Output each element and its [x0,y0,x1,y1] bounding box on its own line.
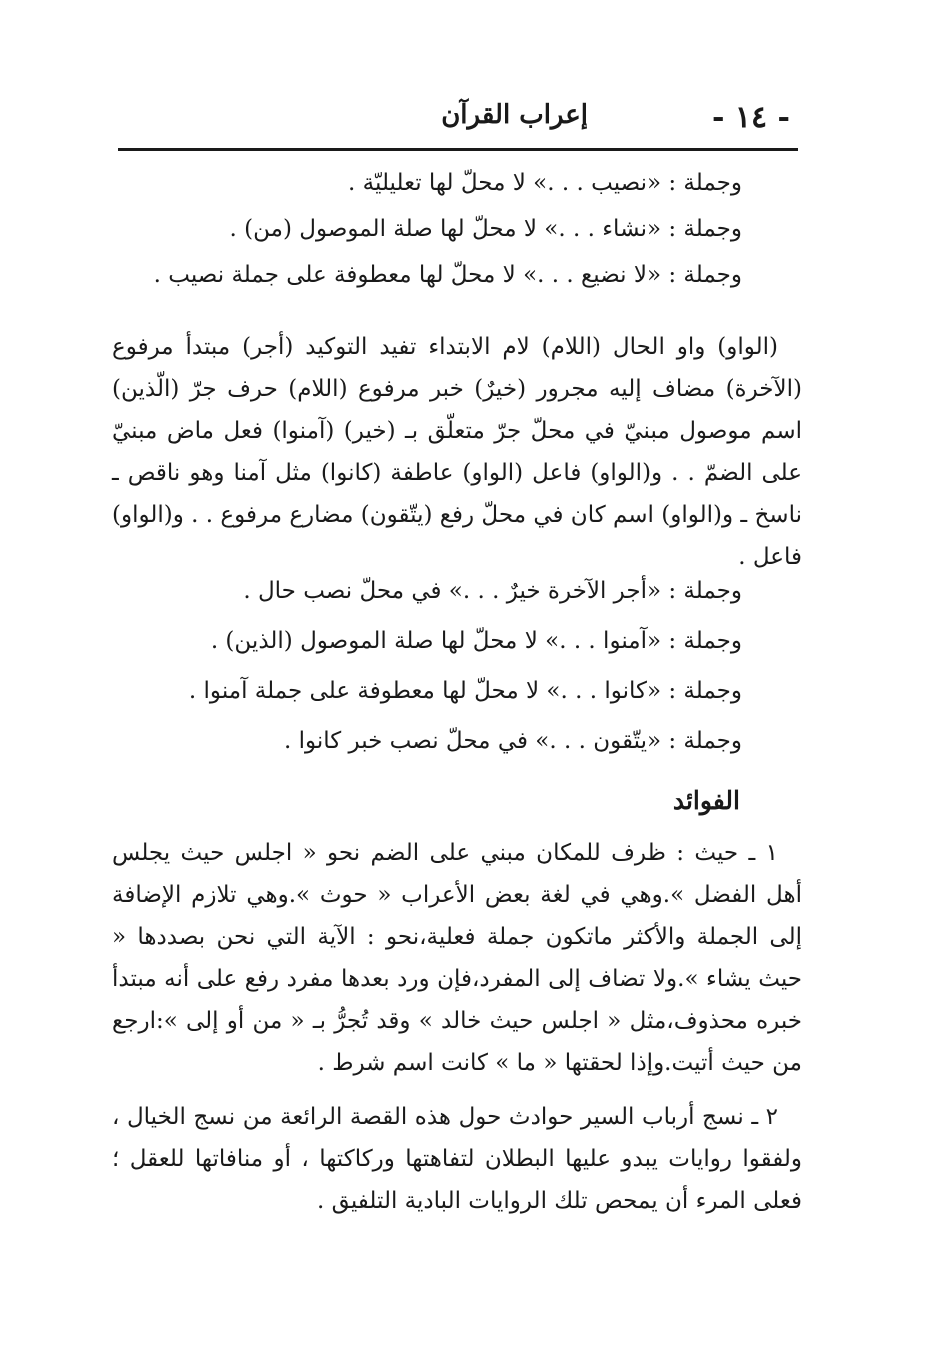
fawaid-paragraph: ١ ـ حيث : ظرف للمكان مبني على الضم نحو « اجلس حيث يجلس أهل الفضل ».وهي في لغة بعض الأعراب « حوث ».وهي تلازم الإضافة إلى الجملة والأكثر ماتكون جملة فعلية،نحو : الآية التي نحن بصددها « حيث يشاء ».ولا تضاف إلى المفرد،فإن ورد بعدها مفرد رفع على أنه مبتدأ خبره محذوف،مثل « اجلس حيث خالد » وقد تُجرُّ بـ « من أو إلى »:ارجع من حيث أتيت.وإذا لحقتها « ما » كانت اسم شرط . [112,840,802,1076]
fawaid-item-1 [112,832,802,1094]
running-title: إعراب القرآن [441,100,588,130]
fawaid-section-header [112,786,802,826]
jumla-line: وجملة : «لا نضيع . . .» لا محلّ لها معطوفة على جملة نصيب . [153,262,742,288]
header-rule [118,148,798,151]
fawaid-item-2 [112,1096,802,1226]
jumla-line: وجملة : «كانوا . . .» لا محلّ لها معطوفة على جملة آمنوا . [188,678,742,704]
page-header [118,96,798,146]
fawaid-heading: الفوائد [672,786,740,815]
irab-section [112,326,802,570]
jumla-line: وجملة : «نشاء . . .» لا محلّ لها صلة الموصول (من) . [229,216,742,242]
jumla-line: وجملة : «آمنوا . . .» لا محلّ لها صلة الموصول (الذين) . [210,628,742,654]
jumla-block-1 [112,170,802,310]
page-number: - ١٤ - [711,100,790,135]
irab-paragraph: (الواو) واو الحال (اللام) لام الابتداء تفيد التوكيد (أجر) مبتدأ مرفوع (الآخرة) مضاف إليه مجرور (خيرٌ) خبر مرفوع (اللام) حرف جرّ (الّذين) اسم موصول مبنيّ في محلّ جرّ متعلّق بـ (خير) (آمنوا) فعل ماض مبنيّ على الضمّ . . و(الواو) فاعل (الواو) عاطفة (كانوا) مثل آمنا وهو ناقص ـ ناسخ ـ و(الواو) اسم كان في محلّ رفع (يتّقون) مضارع مرفوع . . و(الواو) فاعل . [112,334,802,570]
jumla-line: وجملة : «نصيب . . .» لا محلّ لها تعليليّة . [348,170,742,196]
jumla-line: وجملة : «أجر الآخرة خيرٌ . . .» في محلّ نصب حال . [243,578,742,604]
jumla-block-2 [112,578,802,778]
jumla-line: وجملة : «يتّقون . . .» في محلّ نصب خبر كانوا . [283,728,742,754]
fawaid-paragraph: ٢ ـ نسج أرباب السير حوادث حول هذه القصة الرائعة من نسج الخيال ، ولفقوا روايات يبدو عليها البطلان لتفاهتها وركاكتها ، أو منافاتها للعقل ؛ فعلى المرء أن يمحص تلك الروايات البادية التلفيق . [112,1104,802,1214]
